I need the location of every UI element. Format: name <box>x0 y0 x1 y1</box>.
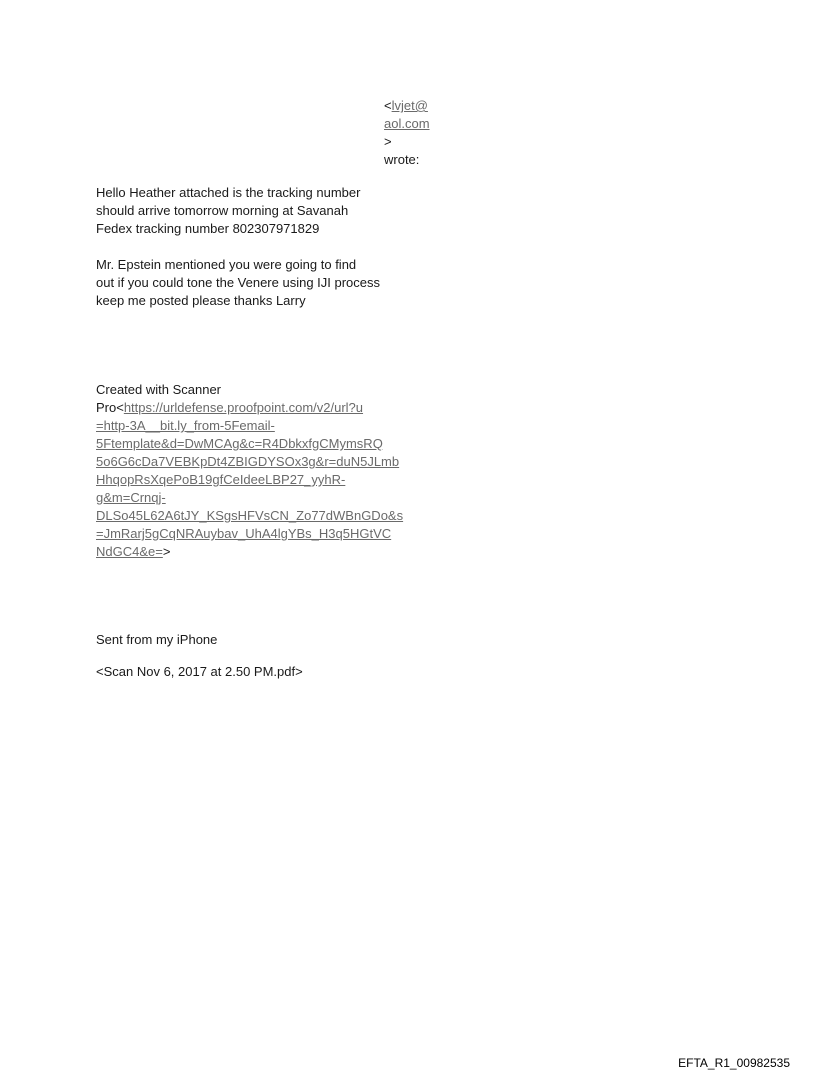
message-line: keep me posted please thanks Larry <box>96 293 306 308</box>
proofpoint-link-part[interactable]: HhqopRsXqePoB19gfCeIdeeLBP27_yyhR- <box>96 472 346 487</box>
message-paragraph-1 <box>96 184 396 238</box>
proofpoint-link-part[interactable]: DLSo45L62A6tJY_KSgsHFVsCN_Zo77dWBnGDo&s <box>96 508 404 523</box>
proofpoint-link-part[interactable]: 5o6G6cDa7VEBKpDt4ZBIGDYSOx3g&r=duN5JLmb <box>96 454 400 469</box>
wrote-label: wrote: <box>384 152 420 167</box>
message-line: Hello Heather attached is the tracking number <box>96 185 361 200</box>
proofpoint-link-part[interactable]: g&m=Crnqj- <box>96 490 166 505</box>
sender-email-line1 <box>384 97 444 115</box>
proofpoint-link-part[interactable]: https://urldefense.proofpoint.com/v2/url?u <box>123 400 364 415</box>
sender-email-link-part2[interactable]: aol.com <box>384 116 430 131</box>
sender-email-link-part1[interactable]: lvjet@ <box>391 98 428 113</box>
scanner-pro-prefix: Pro< <box>96 400 124 415</box>
message-line: Mr. Epstein mentioned you were going to find <box>96 257 357 272</box>
scanner-signature <box>96 381 404 561</box>
scanner-url-suffix: > <box>162 544 171 559</box>
proofpoint-link-part[interactable]: =JmRarj5gCqNRAuybav_UhA4lgYBs_H3q5HGtVC <box>96 526 392 541</box>
sent-from-line: Sent from my iPhone <box>96 632 218 647</box>
angle-close: > <box>384 134 392 149</box>
document-footer-id: EFTA_R1_00982535 <box>678 1056 790 1070</box>
proofpoint-link-part[interactable]: NdGC4&e= <box>96 544 163 559</box>
angle-open: < <box>384 98 392 113</box>
message-line: Fedex tracking number 802307971829 <box>96 221 320 236</box>
attachment-name: <Scan Nov 6, 2017 at 2.50 PM.pdf> <box>96 664 303 679</box>
message-paragraph-2 <box>96 256 396 310</box>
sender-header <box>384 97 444 169</box>
proofpoint-link-part[interactable]: 5Ftemplate&d=DwMCAg&c=R4DbkxfgCMymsRQ <box>96 436 383 451</box>
proofpoint-link-part[interactable]: =http-3A__bit.ly_from-5Femail- <box>96 418 275 433</box>
scanner-url-line <box>96 399 396 417</box>
sender-email-line2 <box>384 115 444 133</box>
message-line: out if you could tone the Venere using IJI process <box>96 275 381 290</box>
scanner-created-line: Created with Scanner <box>96 382 222 397</box>
message-line: should arrive tomorrow morning at Savanah <box>96 203 349 218</box>
